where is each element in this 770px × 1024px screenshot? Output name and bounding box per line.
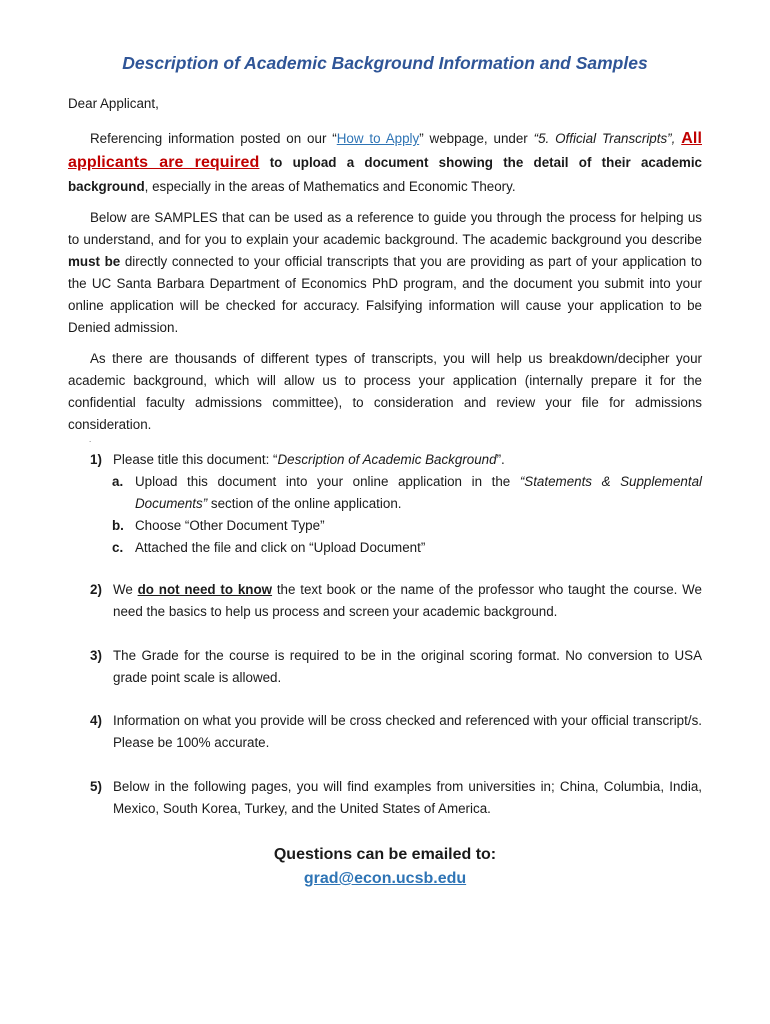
statements-section-name: “Statements & Supplemental Documents”	[135, 474, 702, 511]
official-transcripts-section: “5. Official Transcripts”,	[533, 131, 676, 146]
sub-item-letter: b.	[112, 518, 124, 533]
sub-item-c: c. Attached the file and click on “Upload Document”	[135, 537, 702, 559]
greeting: Dear Applicant,	[68, 96, 159, 111]
sub-item-a: a. Upload this document into your online application in the “Statements & Supplemental Documents” section of the online application.	[135, 471, 702, 515]
how-to-apply-link[interactable]: How to Apply	[336, 131, 420, 146]
list-item-3: 3) The Grade for the course is required to be in the original scoring format. No conversion to USA grade point scale is allowed.	[90, 645, 702, 689]
list-item-1: 1) Please title this document: “Description of Academic Background”. a. Upload this document into your online application in the “Statements & Supplemental Documents” section of the online application. b. Choose “Other Document Type” c. Attached the file and click on “Upload Document”	[90, 449, 702, 559]
do-not-need-emphasis: do not need to know	[137, 582, 273, 597]
upload-requirement: to upload a document showing the detail of their academic background	[68, 155, 702, 194]
must-be-emphasis: must be	[68, 254, 121, 269]
sub-item-letter: a.	[112, 474, 124, 489]
sub-item-letter: c.	[112, 540, 124, 555]
sub-item-b: b. Choose “Other Document Type”	[135, 515, 702, 537]
page-title: Description of Academic Background Information and Samples	[122, 53, 648, 73]
stray-mark: .	[89, 435, 92, 444]
list-number: 4)	[90, 713, 102, 728]
list-item-4: 4) Information on what you provide will be cross checked and referenced with your official transcript/s. Please be 100% accurate.	[90, 710, 702, 754]
questions-heading: Questions can be emailed to:	[273, 846, 497, 863]
list-number: 5)	[90, 779, 102, 794]
contact-email	[0, 868, 770, 890]
paragraph-samples: Below are SAMPLES that can be used as a reference to guide you through the process for helping us to understand, and for you to explain your academic background. The academic background you describe must be directly connected to your official transcripts that you are providing as part of your application to the UC Santa Barbara Department of Economics PhD program, and the document you submit into your online application will be checked for accuracy. Falsifying information will cause your application to be Denied admission.	[68, 210, 703, 335]
list-number: 2)	[90, 582, 102, 597]
paragraph-transcript-types: As there are thousands of different types of transcripts, you will help us breakdown/decipher your academic background, which will allow us to process your application (internally prepare it for the confidential faculty admissions committee), to consideration and review your file for admissions consideration.	[68, 351, 702, 432]
required-notice: All applicants are required	[68, 130, 702, 171]
document-title-text: Description of Academic Background	[277, 452, 497, 467]
paragraph-transcripts-requirement: Referencing information posted on our “How to Apply” webpage, under “5. Official Transcripts”, All applicants are required to upload a document showing the detail of their academic background, especially in the areas of Mathematics and Economic Theory.	[68, 130, 702, 194]
list-number: 1)	[90, 452, 102, 467]
email-link[interactable]: grad@econ.ucsb.edu	[303, 870, 467, 887]
list-number: 3)	[90, 648, 102, 663]
list-item-2: 2) We do not need to know the text book or the name of the professor who taught the course. We need the basics to help us process and screen your academic background.	[90, 579, 702, 623]
list-item-5: 5) Below in the following pages, you will find examples from universities in; China, Columbia, India, Mexico, South Korea, Turkey, and the United States of America.	[90, 776, 702, 820]
